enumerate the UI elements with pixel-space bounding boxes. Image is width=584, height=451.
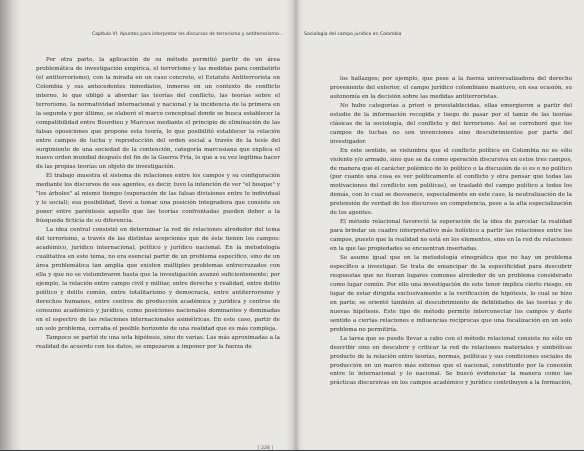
- right-running-head: Sociología del campo jurídico en Colombia: [304, 32, 402, 37]
- book-gutter: [286, 0, 304, 450]
- paragraph: El trabajo muestra el sistema de relaciones entre los campos y su configuración mediante los discursos de sus agentes, es decir, tuvo la intención de ver "el bosque" y "los árboles" al mismo tiempo (superación de las falsas divisiones entre lo individual y lo social); esa posibilidad, llevó a tomar una posición integradora que consiste en poner entre paréntesis aquello que las teorías confrontadas pueden deber a la búsqueda ficticia de su diferencia.: [36, 173, 280, 225]
- paragraph: los hallazgos; por ejemplo, que pese a la fuerza universalizadora del derecho proveniente del exterior, el campo jurídico colombiano mantuvo, en esa ocasión, su autonomía en la decisión sobre las medidas antiterroristas.: [330, 76, 572, 100]
- page-number: [ 228 ]: [258, 446, 273, 451]
- right-page: [304, 0, 576, 450]
- left-page-body: [36, 56, 280, 351]
- paragraph: La tarea que se puede llevar a cabo con el método relacional consiste no sólo en describir sino en descubrir y criticar la red de relaciones materiales y simbólicas producto de la relación entre teorías, normas, políticas y sus condiciones sociales de producción en un marco más extenso que el nacional, constituido por la conexión entre lo internacional y lo nacional. Se buscó evidenciar la manera como las prácticas discursivas en los campos académico y jurídico contribuyen a la formación,: [330, 335, 572, 387]
- paragraph: El método relacional favoreció la superación de la idea de parcelar la realidad para brindar un cuadro interpretativo más holístico a partir las relaciones entre los campos, puesto que la realidad no está en los elementos, sino en la red de relaciones en la que las propiedades se encuentran insertadas.: [330, 219, 572, 253]
- paragraph: Por otra parte, la aplicación de su método permitió partir de un área problemática de investigación empírica, el terrorismo y las medidas para combatirlo (el antiterrorismo), con la mirada en un caso concreto, el Estatuto Antiterrorista en Colombia y sus antecedentes inmediatos, inmerso en un contexto de conflicto interno, lo que obligó a abordar las teorías del conflicto, las teorías sobre el terrorismo, la normatividad internacional y nacional y la incidencia de la primera en la segunda y por último, se elaboró el marco conceptual donde se busca establecer la compatibilidad entre Bourdieu y Marcuse mediante el principio de eliminación de las falsas oposiciones que propone esta teoría, lo que posibilitó establecer la relación entre campos de lucha y reproducción del orden social a través de la tesis del surgimiento de una sociedad de la contención, categoría marcusiana que explica el nuevo orden mundial después del fin de la Guerra Fría, lo que a su vez legitima hacer de las propias teorías un objeto de investigación.: [36, 57, 280, 171]
- right-page-body: [330, 75, 572, 388]
- paragraph: No hubo categorías a priori o preestablecidas, ellas emergieron a partir del estudio de la información recogida y luego de pasar por el tamiz de las teorías clásicas de la sociología, del conflicto y del terrorismo. Así se corroboró que los campos de luchas no son invenciones sino descubrimientos por parte del investigador.: [330, 102, 572, 145]
- left-page: [22, 0, 286, 450]
- paragraph: En este sentido, se vislumbra que el conflicto político en Colombia no es sólo violento y/o armado, sino que se da como operación discursiva en estos tres campos, de manera que el carácter polémico de lo político o la discusión de si es o no político (por cuanto una cosa es ver políticamente el conflicto y otra pensar que todas las motivaciones del conflicto son políticas), se trasladó del campo político a todos los demás, con lo cual se desvanece, especialmente en este caso, la neutralización de la pretensión de verdad de los discursos en competencia, pese a la alta especialización de los agentes.: [330, 147, 572, 217]
- paragraph: La idea central consistió en determinar la red de relaciones alrededor del tema del terrorismo, a través de las distintas acepciones que de éste tienen los campos: académico, jurídico internacional, político y jurídico nacional. En la metodología cualitativa en este tema, no era esencial partir de un problema específico, sino de un área problemática tan amplia que existen múltiples problemas entrecruzados con ella y que no se vislumbraron hasta que la investigación avanzó suficientemente; por ejemplo, la relación entre campo civil y militar, entre derecho y realidad, entre delito político y delito común, entre totalitarismo y democracia, entre antiterrorismo y derechos humanos, entre centros de producción académica y jurídica y centros de consumo académico y jurídico, como posiciones nacionales dominantes y dominadas en el espectro de las relaciones internacionales asimétricas. En este caso, partir de un solo problema, cerraba el posible horizonte de una realidad que es más compleja.: [36, 227, 280, 332]
- paragraph: Tampoco se partió de una sola hipótesis, sino de varias. Las más aproximadas a la realidad de acuerdo con los datos, se empezaron a imponer por la fuerza de: [36, 334, 280, 350]
- paragraph: Se asume igual que en la metodología etnográfica que no hay un problema específico a investigar. Se trata de emancipar de la especificidad para descubrir respuestas que no fueran lugares comunes alrededor de un problema considerado como lugar común. Por ello una investigación de este tenor implica cierto riesgo, en lugar de estar dirigida exclusivamente a la verificación de hipótesis, lo cual se hizo en parte; se orientó también al descubrimiento de debilidades de las teorías y de nuevas hipótesis. Este tipo de método permite interconectar los campos y darle sentido a ciertas relaciones e influencias recíprocas que una focalización en un solo problema no permitiría.: [330, 255, 572, 333]
- page-edge-shadow: [0, 0, 22, 450]
- left-running-head: Capítulo VI. Apuntes para interpretar los discursos de terrorismo y antiterrorismo...: [92, 32, 283, 37]
